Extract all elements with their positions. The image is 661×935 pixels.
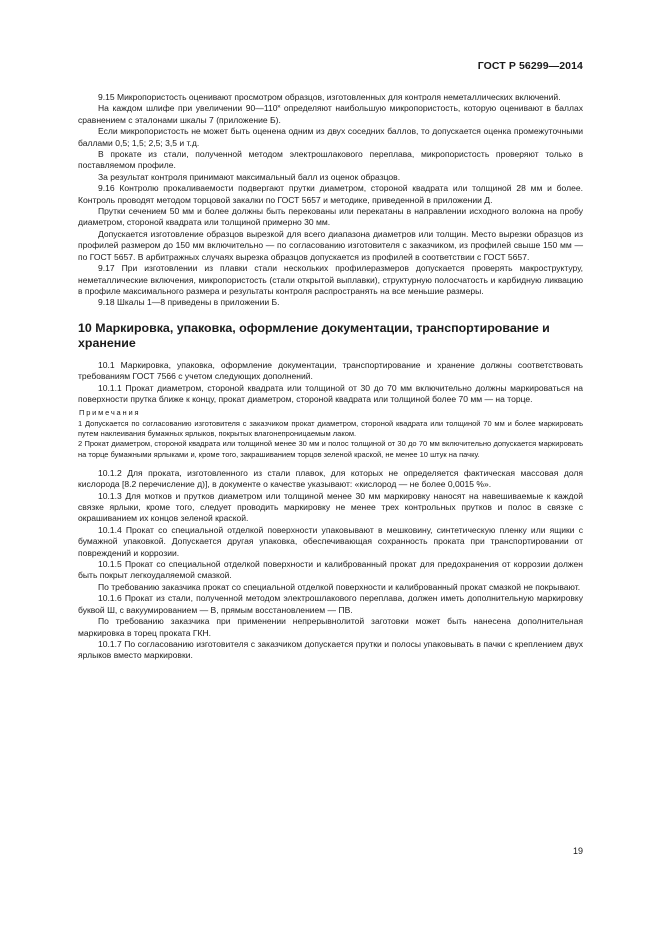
page-number: 19 bbox=[572, 846, 583, 856]
paragraph: 10.1.4 Прокат со специальной отделкой поверхности упаковывают в мешковину, синтетическую пленку или ящики с бумажной упаковкой. Допускается другая упаковка, обеспечивающая сохранность проката при транспортировании от повреждений и коррозии. bbox=[78, 524, 583, 558]
notes-block bbox=[78, 408, 583, 459]
paragraph: 10.1.1 Прокат диаметром, стороной квадрата или толщиной от 30 до 70 мм включительно должны маркироваться на поверхности прутка ближе к концу, прокат диаметром, стороной квадрата или толщиной более 70 мм — на торце. bbox=[78, 382, 583, 404]
paragraph: 10.1 Маркировка, упаковка, оформление документации, транспортирование и хранение должны соответствовать требованиям ГОСТ 7566 с учетом следующих дополнений. bbox=[78, 359, 583, 382]
notes-title: Примечания bbox=[79, 408, 141, 418]
paragraph: Если микропористость не может быть оценена одним из двух соседних баллов, то допускается оценка промежуточными баллами 0,5; 1,5; 2,5; 3,5 и т.д. bbox=[78, 126, 583, 148]
document-number: ГОСТ Р 56299—2014 bbox=[477, 60, 583, 72]
paragraph: Прутки сечением 50 мм и более должны быть перекованы или перекатаны в направлении исходного волокна на пробу диаметром, стороной квадрата или толщиной примерно 30 мм. bbox=[78, 206, 583, 228]
paragraph: На каждом шлифе при увеличении 90—110˟ определяют наибольшую микропористость, которую оценивают в баллах сравнением с эталонами шкалы 7 (приложение Б). bbox=[78, 103, 583, 125]
paragraph: По требованию заказчика при применении непрерывнолитой заготовки может быть нанесена дополнительная маркировка в торец проката ГКН. bbox=[78, 616, 583, 638]
note-item: 2 Прокат диаметром, стороной квадрата или толщиной менее 30 мм и полос толщиной от 30 до 70 мм включительно допускается маркировать на торце бумажными ярлыками и, кроме того, закрашиванием торцов зеленой краской, не менее 10 штук на пачку. bbox=[78, 439, 583, 459]
paragraph: В прокате из стали, полученной методом электрошлакового переплава, микропористость проверяют только в поставляемом профиле. bbox=[78, 149, 583, 171]
paragraph: 10.1.2 Для проката, изготовленного из стали плавок, для которых не определяется фактическая массовая доля кислорода [8.2 перечисление д)], в документе о качестве указывают: «кислород — не более 0,0015 %». bbox=[78, 467, 583, 490]
paragraph: 9.16 Контролю прокаливаемости подвергают прутки диаметром, стороной квадрата или толщиной 28 мм и более. Контроль проводят методом торцовой закалки по ГОСТ 5657 и методике, приведенной в приложении Д. bbox=[78, 183, 583, 205]
paragraph: 10.1.6 Прокат из стали, полученной методом электрошлакового переплава, должен иметь дополнительную маркировку буквой Ш, с вакуумированием — В, прямым восстановлением — ПВ. bbox=[78, 593, 583, 615]
paragraph: По требованию заказчика прокат со специальной отделкой поверхности и калиброванный прокат смазкой не покрывают. bbox=[98, 581, 581, 592]
paragraph: 10.1.3 Для мотков и прутков диаметром или толщиной менее 30 мм маркировку наносят на навешиваемые к каждой связке ярлыки, кроме того, следует проводить маркировку не менее трех контрольных прутков и полос в связке с окрашиванием их концов зеленой краской. bbox=[78, 490, 583, 524]
paragraph: 10.1.5 Прокат со специальной отделкой поверхности и калиброванный прокат для предохранения от коррозии должен быть покрыт легкоудаляемой смазкой. bbox=[78, 559, 583, 581]
paragraph: 9.18 Шкалы 1—8 приведены в приложении Б. bbox=[98, 297, 280, 308]
paragraph: 10.1.7 По согласованию изготовителя с заказчиком допускается прутки и полосы упаковывать в пачки с креплением двух ярлыков вместо маркировки. bbox=[78, 638, 583, 661]
section-heading: 10 Маркировка, упаковка, оформление документации, транспортирование и хранение bbox=[78, 320, 550, 350]
paragraph: Допускается изготовление образцов вырезкой для всего диапазона диаметров или толщин. Место вырезки образцов из профилей размером до 150 мм включительно — по согласованию изготовителя с заказчиком, из профилей свыше 150 мм — по ГОСТ 5657. В арбитражных случаях вырезка образцов допускается из профилей в соответствии с ГОСТ 5657. bbox=[78, 228, 583, 262]
document-body bbox=[78, 92, 583, 662]
paragraph: За результат контроля принимают максимальный балл из оценок образцов. bbox=[98, 171, 401, 182]
paragraph: 9.15 Микропористость оценивают просмотром образцов, изготовленных для контроля неметаллических включений. bbox=[98, 92, 561, 102]
paragraph: 9.17 При изготовлении из плавки стали нескольких профилеразмеров допускается проверять макроструктуру, неметаллические включения, микропористость (стали открытой выплавки), структурную полосчатость и карбидную ликвацию в профиле максимального размера и результаты контроля распространять на все меньшие размеры. bbox=[78, 263, 583, 296]
note-item: 1 Допускается по согласованию изготовителя с заказчиком прокат диаметром, стороной квадрата или толщиной 70 мм и более маркировать путем наклеивания бумажных ярлыков, покрытых влагонепроницаемым лаком. bbox=[78, 418, 583, 438]
